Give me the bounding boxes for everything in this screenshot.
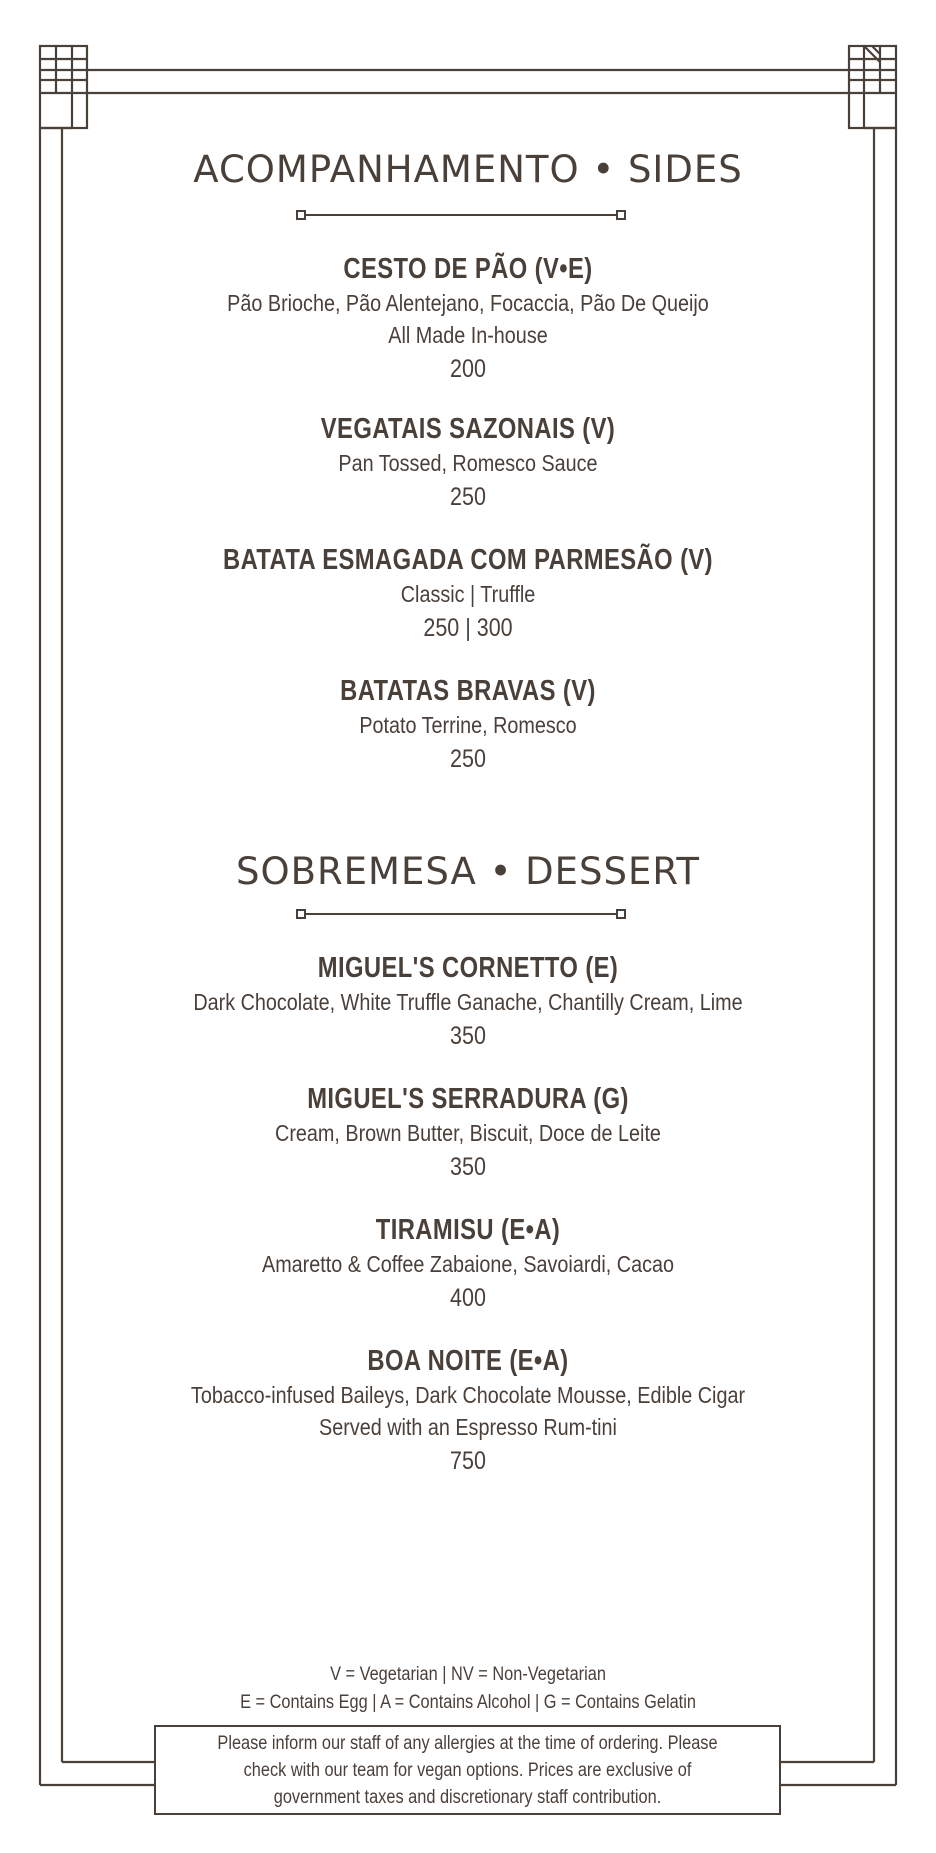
menu-item — [0, 1212, 936, 1316]
menu-item — [0, 1081, 936, 1185]
item-description: Tobacco-infused Baileys, Dark Chocolate Mousse, Edible Cigar — [190, 1382, 746, 1408]
section-header-sides — [0, 148, 936, 192]
item-description: Dark Chocolate, White Truffle Ganache, Chantilly Cream, Lime — [193, 989, 743, 1015]
item-name: VEGATAIS SAZONAIS (V) — [320, 413, 616, 445]
item-price: 750 — [450, 1447, 486, 1475]
section-title: SOBREMESA • DESSERT — [235, 850, 701, 893]
menu-item — [0, 950, 936, 1054]
allergy-notice-box — [154, 1725, 781, 1815]
item-name: BATATA ESMAGADA COM PARMESÃO (V) — [222, 544, 714, 576]
item-description: Served with an Espresso Rum-tini — [319, 1414, 617, 1440]
legend-line: V = Vegetarian | NV = Non-Vegetarian — [330, 1664, 606, 1685]
item-description: Amaretto & Coffee Zabaione, Savoiardi, Cacao — [262, 1251, 674, 1277]
item-description: Cream, Brown Butter, Biscuit, Doce de Leite — [275, 1120, 661, 1146]
section-divider — [296, 209, 626, 221]
item-description: All Made In-house — [388, 322, 548, 348]
item-price: 350 — [450, 1022, 486, 1050]
section-header-dessert — [0, 850, 936, 894]
item-price: 250 — [450, 745, 486, 773]
item-price: 200 — [450, 355, 486, 383]
item-name: BATATAS BRAVAS (V) — [340, 675, 596, 707]
section-divider — [296, 908, 626, 920]
item-name: MIGUEL'S CORNETTO (E) — [317, 952, 619, 984]
menu-item — [0, 1343, 936, 1479]
menu-item — [0, 673, 936, 777]
item-name: CESTO DE PÃO (V•E) — [343, 253, 593, 285]
item-description: Classic | Truffle — [400, 581, 536, 607]
item-price: 250 | 300 — [423, 614, 513, 642]
menu-item — [0, 411, 936, 515]
item-price: 350 — [450, 1153, 486, 1181]
legend-line: E = Contains Egg | A = Contains Alcohol | G = Contains Gelatin — [240, 1692, 696, 1713]
item-description: Potato Terrine, Romesco — [359, 712, 577, 738]
item-description: Pão Brioche, Pão Alentejano, Focaccia, Pão De Queijo — [227, 290, 709, 316]
menu-item — [0, 542, 936, 646]
dietary-legend — [0, 1661, 936, 1717]
item-name: TIRAMISU (E•A) — [375, 1214, 561, 1246]
section-title: ACOMPANHAMENTO • SIDES — [193, 148, 743, 191]
allergy-notice-text: Please inform our staff of any allergies at the time of ordering. Please check with our team for vegan options. Prices are exclusive of government taxes and discretionary staff contribution. — [217, 1732, 718, 1808]
item-price: 400 — [450, 1284, 486, 1312]
menu-item — [0, 251, 936, 387]
item-description: Pan Tossed, Romesco Sauce — [338, 450, 598, 476]
item-name: BOA NOITE (E•A) — [367, 1345, 569, 1377]
item-name: MIGUEL'S SERRADURA (G) — [307, 1083, 629, 1115]
item-price: 250 — [450, 483, 486, 511]
